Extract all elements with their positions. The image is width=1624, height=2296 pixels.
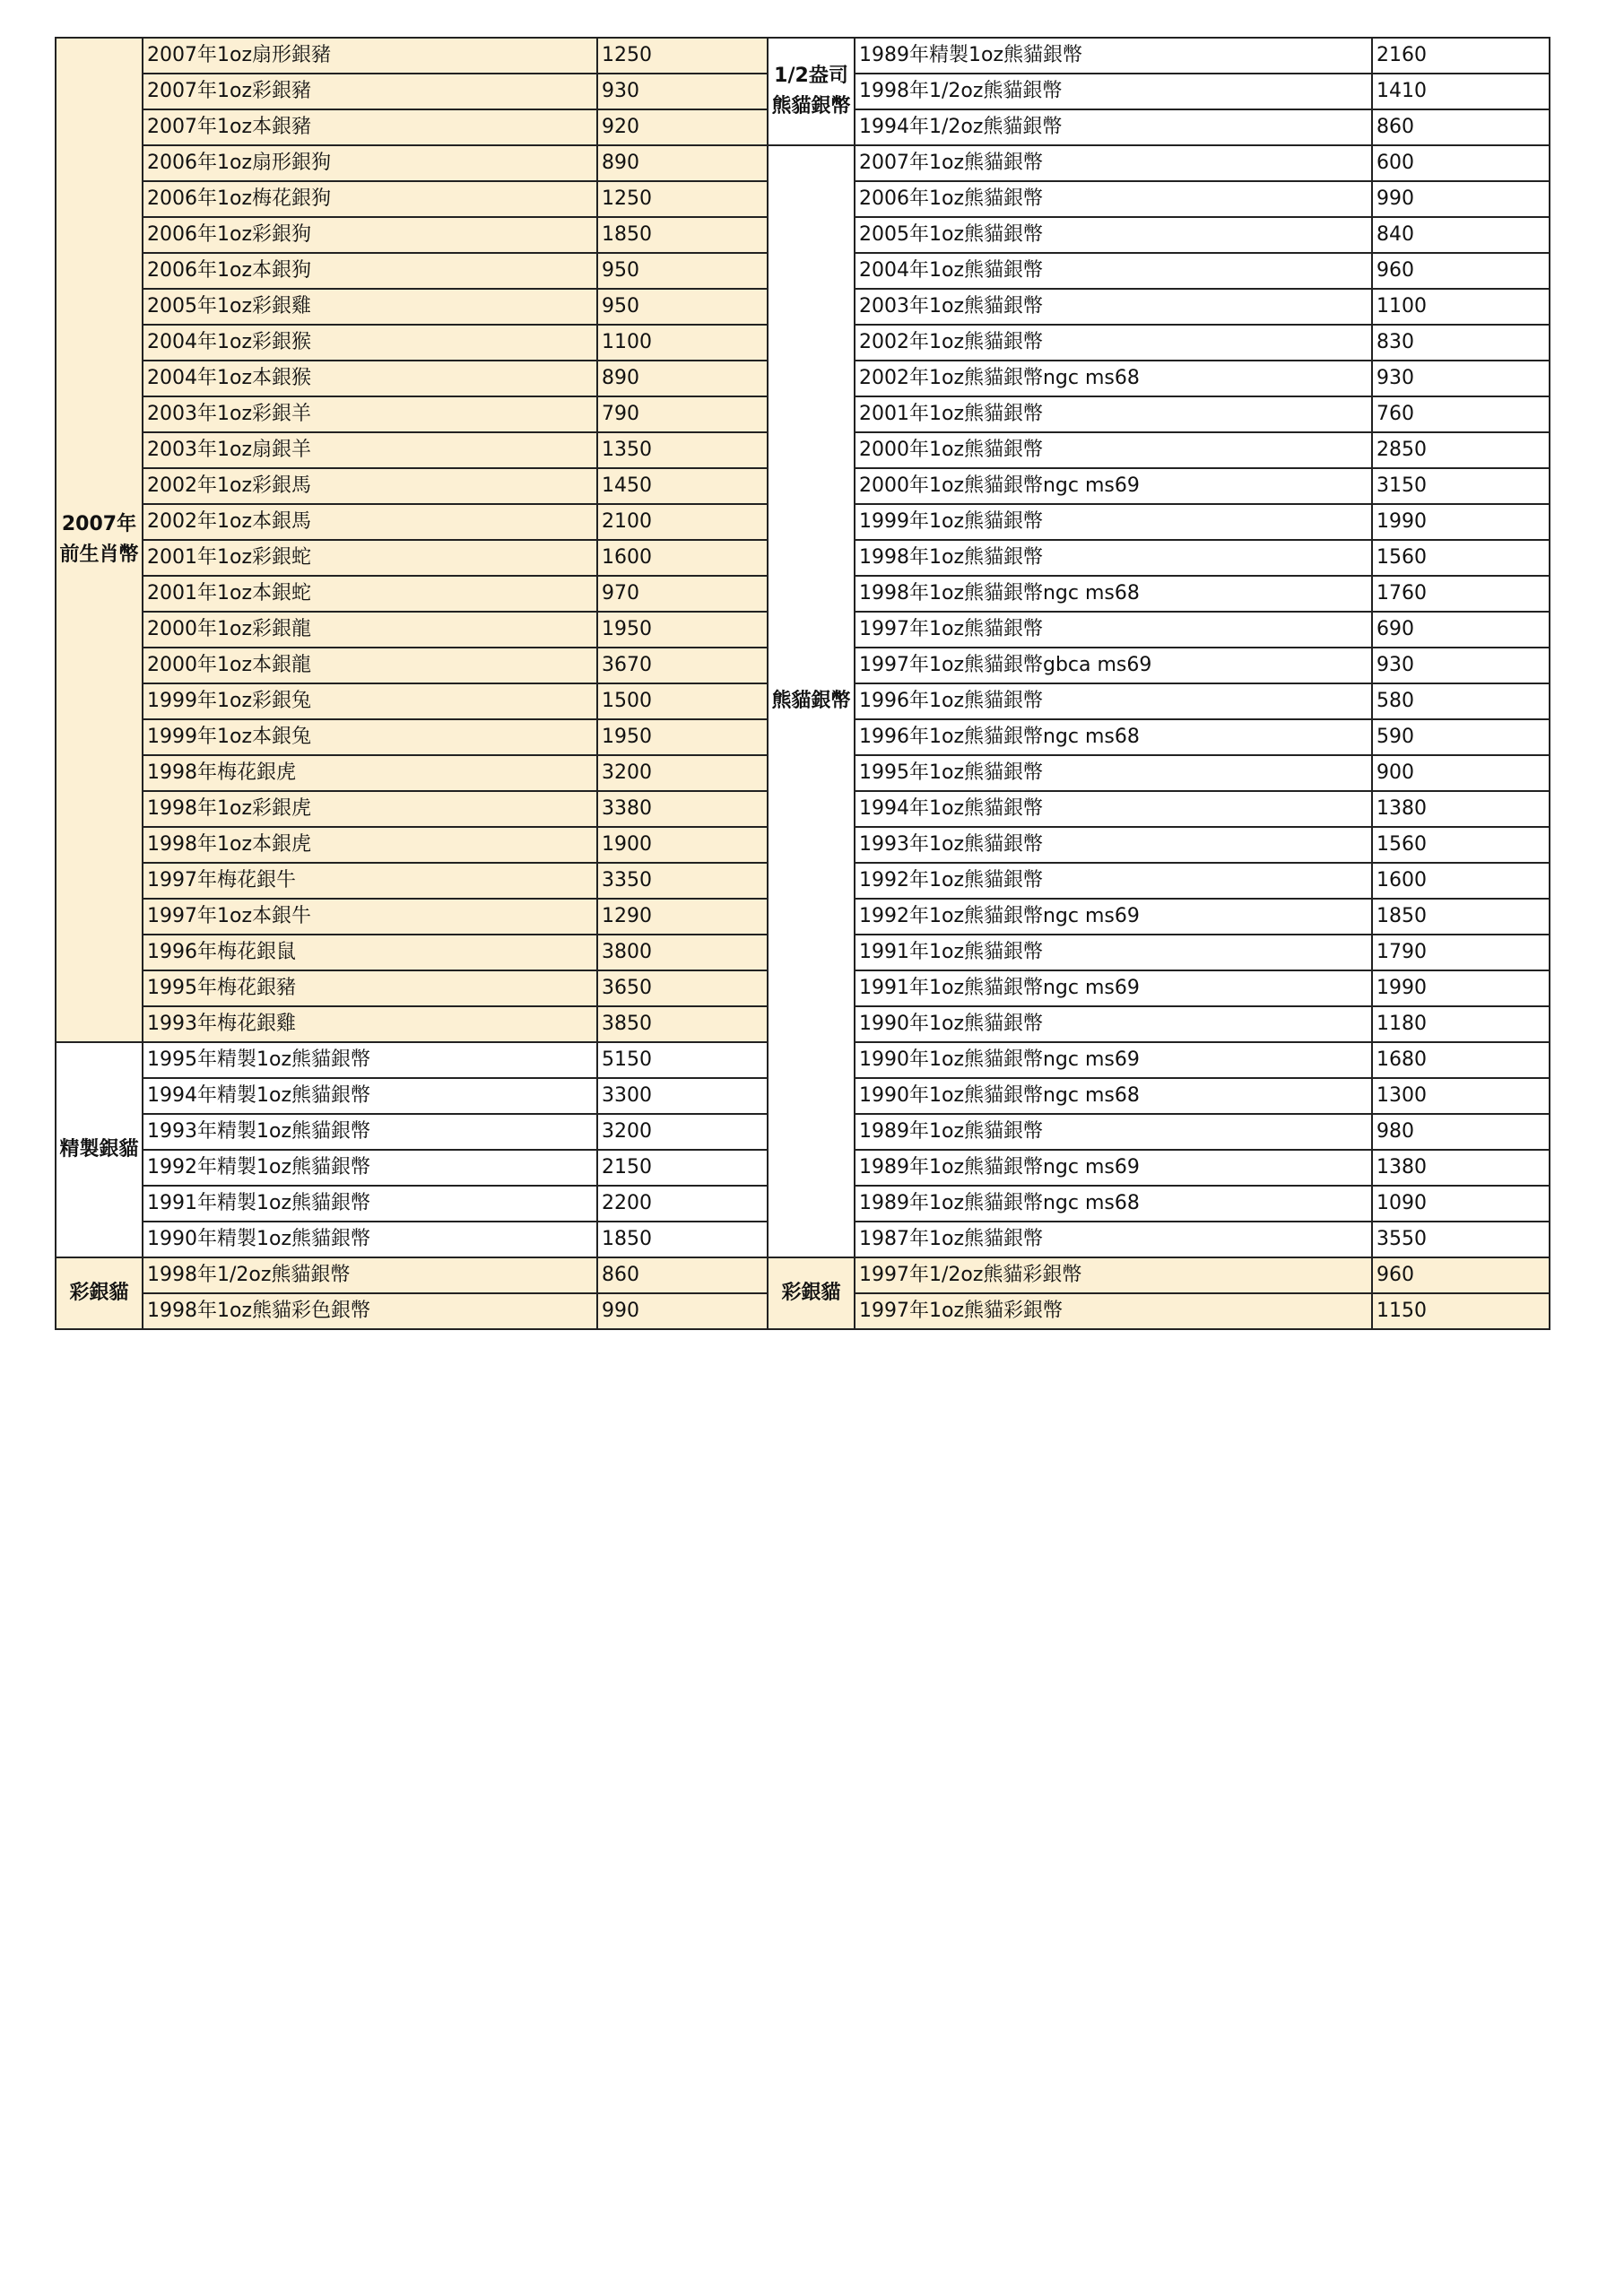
coin-name-cell: 2005年1oz彩銀雞 [143, 289, 597, 325]
price-cell: 1410 [1372, 74, 1550, 109]
price-cell: 960 [1372, 1257, 1550, 1293]
coin-name-cell: 2007年1oz本銀豬 [143, 109, 597, 145]
coin-name-cell: 2006年1oz扇形銀狗 [143, 145, 597, 181]
coin-name-cell: 1991年1oz熊貓銀幣 [855, 935, 1372, 970]
coin-name-cell: 2007年1oz扇形銀豬 [143, 38, 597, 74]
price-cell: 1680 [1372, 1042, 1550, 1078]
price-cell: 1850 [597, 1222, 768, 1257]
price-cell: 990 [1372, 181, 1550, 217]
coin-name-cell: 2002年1oz熊貓銀幣ngc ms68 [855, 361, 1372, 396]
price-cell: 3850 [597, 1006, 768, 1042]
price-cell: 5150 [597, 1042, 768, 1078]
price-cell: 960 [1372, 253, 1550, 289]
coin-name-cell: 1989年1oz熊貓銀幣ngc ms69 [855, 1150, 1372, 1186]
coin-name-cell: 2003年1oz扇銀羊 [143, 432, 597, 468]
coin-name-cell: 1997年1oz熊貓銀幣 [855, 612, 1372, 648]
coin-name-cell: 1995年梅花銀豬 [143, 970, 597, 1006]
category-cell-line: 2007年 [61, 513, 137, 535]
coin-name-cell: 1994年1/2oz熊貓銀幣 [855, 109, 1372, 145]
coin-name-cell: 1990年1oz熊貓銀幣ngc ms68 [855, 1078, 1372, 1114]
price-cell: 890 [597, 361, 768, 396]
coin-name-cell: 2001年1oz彩銀蛇 [143, 540, 597, 576]
coin-name-cell: 1993年1oz熊貓銀幣 [855, 827, 1372, 863]
coin-name-cell: 1998年1/2oz熊貓銀幣 [855, 74, 1372, 109]
price-cell: 3200 [597, 1114, 768, 1150]
coin-name-cell: 1997年1oz熊貓彩銀幣 [855, 1293, 1372, 1329]
coin-name-cell: 1998年梅花銀虎 [143, 755, 597, 791]
category-cell: 精製銀貓 [56, 1042, 143, 1257]
price-cell: 900 [1372, 755, 1550, 791]
price-cell: 860 [597, 1257, 768, 1293]
price-cell: 2850 [1372, 432, 1550, 468]
coin-name-cell: 1999年1oz彩銀兔 [143, 683, 597, 719]
coin-name-cell: 2002年1oz熊貓銀幣 [855, 325, 1372, 361]
price-cell: 1900 [597, 827, 768, 863]
price-cell: 1950 [597, 612, 768, 648]
coin-name-cell: 1993年精製1oz熊貓銀幣 [143, 1114, 597, 1150]
price-cell: 590 [1372, 719, 1550, 755]
coin-name-cell: 2004年1oz熊貓銀幣 [855, 253, 1372, 289]
coin-name-cell: 2007年1oz彩銀豬 [143, 74, 597, 109]
category-cell [56, 38, 143, 1042]
price-cell: 3300 [597, 1078, 768, 1114]
price-cell: 1760 [1372, 576, 1550, 612]
coin-name-cell: 2004年1oz本銀猴 [143, 361, 597, 396]
coin-name-cell: 2000年1oz本銀龍 [143, 648, 597, 683]
price-cell: 930 [597, 74, 768, 109]
coin-name-cell: 1992年精製1oz熊貓銀幣 [143, 1150, 597, 1186]
price-cell: 3150 [1372, 468, 1550, 504]
price-cell: 990 [597, 1293, 768, 1329]
coin-name-cell: 1995年精製1oz熊貓銀幣 [143, 1042, 597, 1078]
price-cell: 3650 [597, 970, 768, 1006]
price-cell: 3350 [597, 863, 768, 899]
price-cell: 950 [597, 289, 768, 325]
price-cell: 2160 [1372, 38, 1550, 74]
coin-name-cell: 2004年1oz彩銀猴 [143, 325, 597, 361]
price-cell: 2150 [597, 1150, 768, 1186]
coin-name-cell: 2006年1oz熊貓銀幣 [855, 181, 1372, 217]
price-cell: 1450 [597, 468, 768, 504]
coin-name-cell: 1998年1oz熊貓銀幣ngc ms68 [855, 576, 1372, 612]
price-cell: 1560 [1372, 827, 1550, 863]
coin-price-table [55, 37, 1550, 1330]
price-cell: 950 [597, 253, 768, 289]
category-cell-line: 熊貓銀幣 [771, 95, 851, 117]
coin-name-cell: 1999年1oz本銀兔 [143, 719, 597, 755]
price-cell: 970 [597, 576, 768, 612]
coin-name-cell: 1998年1oz熊貓彩色銀幣 [143, 1293, 597, 1329]
price-cell: 920 [597, 109, 768, 145]
price-cell: 760 [1372, 396, 1550, 432]
price-cell: 1090 [1372, 1186, 1550, 1222]
coin-name-cell: 1998年1oz彩銀虎 [143, 791, 597, 827]
table-row [56, 1257, 1550, 1293]
coin-name-cell: 1997年1/2oz熊貓彩銀幣 [855, 1257, 1372, 1293]
coin-name-cell: 1996年1oz熊貓銀幣 [855, 683, 1372, 719]
price-cell: 1850 [1372, 899, 1550, 935]
category-cell-line: 前生肖幣 [59, 544, 139, 566]
price-cell: 1300 [1372, 1078, 1550, 1114]
price-cell: 1850 [597, 217, 768, 253]
price-cell: 600 [1372, 145, 1550, 181]
table-row [56, 38, 1550, 74]
price-cell: 1100 [597, 325, 768, 361]
coin-name-cell: 2003年1oz熊貓銀幣 [855, 289, 1372, 325]
coin-name-cell: 1998年1oz本銀虎 [143, 827, 597, 863]
price-cell: 1100 [1372, 289, 1550, 325]
price-cell: 790 [597, 396, 768, 432]
coin-name-cell: 2002年1oz本銀馬 [143, 504, 597, 540]
price-cell: 1380 [1372, 1150, 1550, 1186]
price-cell: 840 [1372, 217, 1550, 253]
price-cell: 1600 [1372, 863, 1550, 899]
coin-name-cell: 2007年1oz熊貓銀幣 [855, 145, 1372, 181]
coin-name-cell: 1996年梅花銀鼠 [143, 935, 597, 970]
price-cell: 1600 [597, 540, 768, 576]
price-cell: 1350 [597, 432, 768, 468]
coin-name-cell: 2006年1oz本銀狗 [143, 253, 597, 289]
coin-name-cell: 2006年1oz梅花銀狗 [143, 181, 597, 217]
price-cell: 1380 [1372, 791, 1550, 827]
coin-name-cell: 1990年1oz熊貓銀幣ngc ms69 [855, 1042, 1372, 1078]
category-cell-line: 1/2盎司 [774, 65, 848, 87]
category-cell: 彩銀貓 [768, 1257, 855, 1329]
coin-name-cell: 2001年1oz熊貓銀幣 [855, 396, 1372, 432]
price-cell: 3670 [597, 648, 768, 683]
coin-name-cell: 1999年1oz熊貓銀幣 [855, 504, 1372, 540]
price-cell: 2200 [597, 1186, 768, 1222]
coin-name-cell: 2006年1oz彩銀狗 [143, 217, 597, 253]
price-cell: 1950 [597, 719, 768, 755]
price-cell: 1290 [597, 899, 768, 935]
coin-name-cell: 1995年1oz熊貓銀幣 [855, 755, 1372, 791]
price-cell: 1790 [1372, 935, 1550, 970]
price-cell: 1250 [597, 38, 768, 74]
price-cell: 3200 [597, 755, 768, 791]
coin-name-cell: 2002年1oz彩銀馬 [143, 468, 597, 504]
price-cell: 1500 [597, 683, 768, 719]
coin-name-cell: 2005年1oz熊貓銀幣 [855, 217, 1372, 253]
price-cell: 580 [1372, 683, 1550, 719]
price-cell: 3800 [597, 935, 768, 970]
coin-name-cell: 1997年梅花銀牛 [143, 863, 597, 899]
coin-name-cell: 2000年1oz熊貓銀幣 [855, 432, 1372, 468]
price-cell: 830 [1372, 325, 1550, 361]
price-cell: 1180 [1372, 1006, 1550, 1042]
price-cell: 3380 [597, 791, 768, 827]
coin-name-cell: 1993年梅花銀雞 [143, 1006, 597, 1042]
coin-name-cell: 1987年1oz熊貓銀幣 [855, 1222, 1372, 1257]
coin-price-table-body [56, 38, 1550, 1329]
coin-name-cell: 2000年1oz熊貓銀幣ngc ms69 [855, 468, 1372, 504]
price-cell: 3550 [1372, 1222, 1550, 1257]
coin-name-cell: 1989年1oz熊貓銀幣 [855, 1114, 1372, 1150]
coin-name-cell: 1991年1oz熊貓銀幣ngc ms69 [855, 970, 1372, 1006]
coin-name-cell: 1989年1oz熊貓銀幣ngc ms68 [855, 1186, 1372, 1222]
price-cell: 890 [597, 145, 768, 181]
category-cell: 彩銀貓 [56, 1257, 143, 1329]
coin-name-cell: 1994年1oz熊貓銀幣 [855, 791, 1372, 827]
coin-name-cell: 1998年1/2oz熊貓銀幣 [143, 1257, 597, 1293]
coin-name-cell: 1994年精製1oz熊貓銀幣 [143, 1078, 597, 1114]
price-cell: 1990 [1372, 504, 1550, 540]
coin-name-cell: 1997年1oz本銀牛 [143, 899, 597, 935]
coin-name-cell: 1992年1oz熊貓銀幣 [855, 863, 1372, 899]
table-row [56, 145, 1550, 181]
price-cell: 1990 [1372, 970, 1550, 1006]
coin-name-cell: 1989年精製1oz熊貓銀幣 [855, 38, 1372, 74]
price-cell: 980 [1372, 1114, 1550, 1150]
coin-name-cell: 2001年1oz本銀蛇 [143, 576, 597, 612]
price-cell: 930 [1372, 648, 1550, 683]
price-cell: 930 [1372, 361, 1550, 396]
category-cell [768, 38, 855, 145]
coin-name-cell: 1996年1oz熊貓銀幣ngc ms68 [855, 719, 1372, 755]
price-cell: 1560 [1372, 540, 1550, 576]
coin-name-cell: 1997年1oz熊貓銀幣gbca ms69 [855, 648, 1372, 683]
price-cell: 2100 [597, 504, 768, 540]
category-cell: 熊貓銀幣 [768, 145, 855, 1257]
coin-name-cell: 2000年1oz彩銀龍 [143, 612, 597, 648]
coin-name-cell: 1990年精製1oz熊貓銀幣 [143, 1222, 597, 1257]
coin-name-cell: 1998年1oz熊貓銀幣 [855, 540, 1372, 576]
price-cell: 1250 [597, 181, 768, 217]
coin-name-cell: 1991年精製1oz熊貓銀幣 [143, 1186, 597, 1222]
price-cell: 1150 [1372, 1293, 1550, 1329]
coin-name-cell: 2003年1oz彩銀羊 [143, 396, 597, 432]
price-cell: 860 [1372, 109, 1550, 145]
coin-name-cell: 1992年1oz熊貓銀幣ngc ms69 [855, 899, 1372, 935]
price-cell: 690 [1372, 612, 1550, 648]
coin-name-cell: 1990年1oz熊貓銀幣 [855, 1006, 1372, 1042]
